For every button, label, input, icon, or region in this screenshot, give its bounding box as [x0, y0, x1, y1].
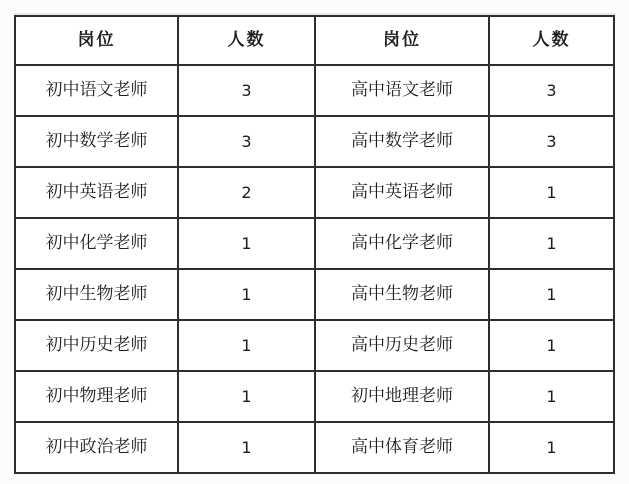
position-cell: 高中语文老师: [315, 65, 489, 116]
recruitment-table: [14, 15, 615, 474]
count-cell: 1: [489, 422, 614, 473]
position-cell: 初中地理老师: [315, 371, 489, 422]
position-cell: 初中历史老师: [15, 320, 178, 371]
count-cell: 1: [178, 218, 315, 269]
table-row: [15, 65, 614, 116]
table-row: [15, 167, 614, 218]
count-cell: 1: [489, 320, 614, 371]
position-cell: 初中生物老师: [15, 269, 178, 320]
table-row: [15, 269, 614, 320]
count-cell: 1: [178, 422, 315, 473]
position-cell: 高中数学老师: [315, 116, 489, 167]
position-cell: 高中体育老师: [315, 422, 489, 473]
position-cell: 初中物理老师: [15, 371, 178, 422]
count-cell: 3: [489, 116, 614, 167]
position-cell: 初中数学老师: [15, 116, 178, 167]
position-cell: 初中语文老师: [15, 65, 178, 116]
table-row: [15, 422, 614, 473]
table-row: [15, 116, 614, 167]
count-cell: 1: [178, 320, 315, 371]
column-header-count-right: 人数: [489, 16, 614, 65]
count-cell: 3: [178, 65, 315, 116]
table-row: [15, 320, 614, 371]
count-cell: 3: [489, 65, 614, 116]
count-cell: 1: [489, 167, 614, 218]
count-cell: 2: [178, 167, 315, 218]
position-cell: 高中历史老师: [315, 320, 489, 371]
position-cell: 高中英语老师: [315, 167, 489, 218]
column-header-position-left: 岗位: [15, 16, 178, 65]
column-header-position-right: 岗位: [315, 16, 489, 65]
column-header-count-left: 人数: [178, 16, 315, 65]
count-cell: 1: [489, 371, 614, 422]
position-cell: 初中政治老师: [15, 422, 178, 473]
count-cell: 1: [178, 371, 315, 422]
count-cell: 1: [489, 269, 614, 320]
table-row: [15, 371, 614, 422]
count-cell: 1: [489, 218, 614, 269]
position-cell: 初中化学老师: [15, 218, 178, 269]
table-row: [15, 218, 614, 269]
position-cell: 高中化学老师: [315, 218, 489, 269]
count-cell: 1: [178, 269, 315, 320]
header-row: [15, 16, 614, 65]
position-cell: 初中英语老师: [15, 167, 178, 218]
count-cell: 3: [178, 116, 315, 167]
position-cell: 高中生物老师: [315, 269, 489, 320]
